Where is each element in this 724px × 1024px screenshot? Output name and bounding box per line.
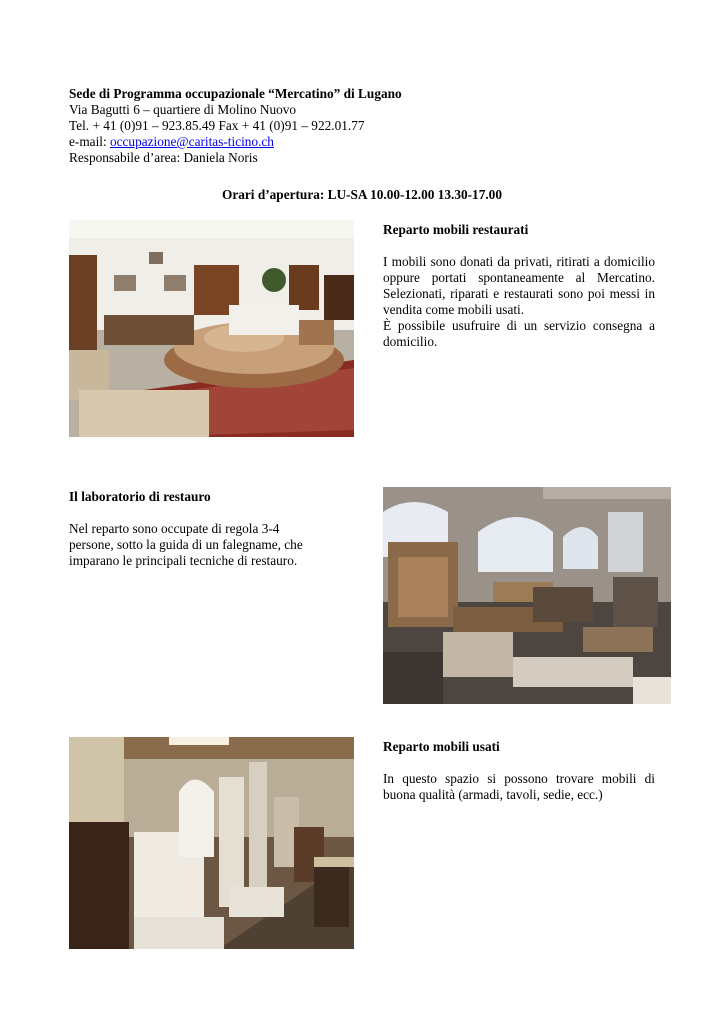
section-restored-furniture: [383, 222, 655, 350]
workshop-photo-icon: [383, 487, 671, 704]
section-body: Nel reparto sono occupate di regola 3-4 persone, sotto la guida di un falegname, che imparano le principali tecniche di restauro.: [69, 521, 303, 568]
area-manager: Responsabile d’area: Daniela Noris: [69, 150, 258, 165]
used-furniture-photo-icon: [69, 737, 354, 949]
address: Via Bagutti 6 – quartiere di Molino Nuovo: [69, 102, 297, 117]
phone-fax: Tel. + 41 (0)91 – 923.85.49 Fax + 41 (0)91 – 922.01.77: [69, 118, 365, 133]
section-body-delivery: È possibile usufruire di un servizio consegna a domicilio.: [383, 318, 655, 349]
section-heading: Il laboratorio di restauro: [69, 489, 211, 504]
page-title: Sede di Programma occupazionale “Mercatino” di Lugano: [69, 86, 402, 101]
opening-hours: Orari d’apertura: LU-SA 10.00-12.00 13.30-17.00: [222, 187, 502, 202]
section-restoration-lab: [69, 489, 319, 569]
workshop-photo: [383, 487, 671, 704]
section-used-furniture: [383, 739, 655, 803]
used-furniture-photo: [69, 737, 354, 949]
email-label: e-mail:: [69, 134, 110, 149]
section-body: I mobili sono donati da privati, ritirati a domicilio oppure portati spontaneamente al Mercatino. Selezionati, riparati e restaurati sono poi messi in vendita come mobili usati.: [383, 254, 655, 317]
email-link[interactable]: occupazione@caritas-ticino.ch: [109, 134, 274, 149]
section-heading: Reparto mobili usati: [383, 739, 500, 754]
email-line: [69, 134, 669, 150]
contact-header: [69, 86, 669, 166]
showroom-photo-icon: [69, 220, 354, 437]
section-body: In questo spazio si possono trovare mobili di buona qualità (armadi, tavoli, sedie, ecc.): [383, 771, 655, 802]
section-heading: Reparto mobili restaurati: [383, 222, 529, 237]
showroom-photo: [69, 220, 354, 437]
